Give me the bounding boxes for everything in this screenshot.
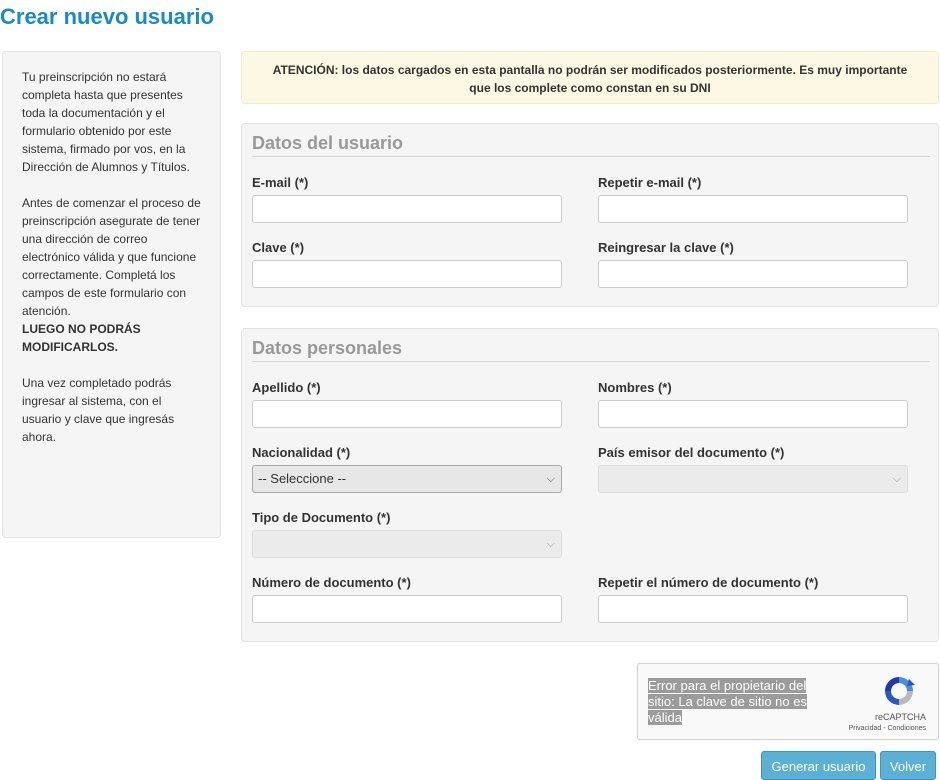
issuer-country-select[interactable] (598, 465, 908, 493)
chevron-down-icon: ⌵ (546, 538, 555, 550)
password-field[interactable] (252, 260, 562, 288)
nationality-label: Nacionalidad (*) (252, 445, 351, 460)
attention-alert: ATENCIÓN: los datos cargados en esta pantalla no podrán ser modificados posteriormente. Es muy importante que los complete como constan en su DNI (241, 51, 939, 104)
password-label: Clave (*) (252, 240, 305, 255)
nationality-selected-value: -- Seleccione -- (258, 471, 347, 486)
back-button[interactable]: Volver (880, 751, 936, 780)
email-repeat-field[interactable] (598, 195, 908, 223)
doc-number-repeat-field[interactable] (598, 595, 908, 623)
sidebar-paragraph-3: Una vez completado podrás ingresar al sistema, con el usuario y clave que ingresás ahora. (22, 376, 175, 444)
recaptcha-logo-icon (882, 674, 916, 708)
doc-type-select[interactable] (252, 530, 562, 558)
recaptcha-links[interactable]: Privacidad - Condiciones (848, 725, 926, 732)
recaptcha-brand: reCAPTCHA (874, 712, 926, 722)
password-repeat-field[interactable] (598, 260, 908, 288)
personal-data-panel (241, 328, 939, 642)
email-repeat-label: Repetir e-mail (*) (598, 175, 702, 190)
sidebar-paragraph-2: Antes de comenzar el proceso de preinscripción asegurate de tener una dirección de correo electrónico válida y que funcione correctamente. Completá los campos de este formulario con atención. (22, 196, 201, 318)
issuer-country-label: País emisor del documento (*) (598, 445, 785, 460)
sidebar-paragraph-1: Tu preinscripción no estará completa hasta que presentes toda la documentación y el formulario obtenido por este sistema, firmado por vos, en la Dirección de Alumnos y Títulos. (22, 70, 190, 174)
generate-user-button[interactable]: Generar usuario (761, 751, 876, 780)
user-data-panel (241, 123, 939, 307)
sidebar-warning: LUEGO NO PODRÁS MODIFICARLOS. (22, 322, 141, 354)
personal-data-legend: Datos personales (252, 337, 930, 362)
page-title: Crear nuevo usuario (0, 4, 214, 29)
email-field[interactable] (252, 195, 562, 223)
doc-number-repeat-label: Repetir el número de documento (*) (598, 575, 819, 590)
firstname-field[interactable] (598, 400, 908, 428)
recaptcha-error-message: Error para el propietario del sitio: La clave de sitio no es válida (648, 678, 807, 725)
firstname-label: Nombres (*) (598, 380, 672, 395)
chevron-down-icon: ⌵ (546, 473, 555, 485)
doc-number-label: Número de documento (*) (252, 575, 411, 590)
recaptcha-widget[interactable] (637, 663, 939, 740)
lastname-label: Apellido (*) (252, 380, 321, 395)
nationality-select[interactable] (252, 465, 562, 493)
info-sidebar (2, 51, 221, 538)
lastname-field[interactable] (252, 400, 562, 428)
email-label: E-mail (*) (252, 175, 309, 190)
doc-type-label: Tipo de Documento (*) (252, 510, 391, 525)
chevron-down-icon: ⌵ (892, 473, 901, 485)
password-repeat-label: Reingresar la clave (*) (598, 240, 734, 255)
doc-number-field[interactable] (252, 595, 562, 623)
user-data-legend: Datos del usuario (252, 132, 930, 157)
